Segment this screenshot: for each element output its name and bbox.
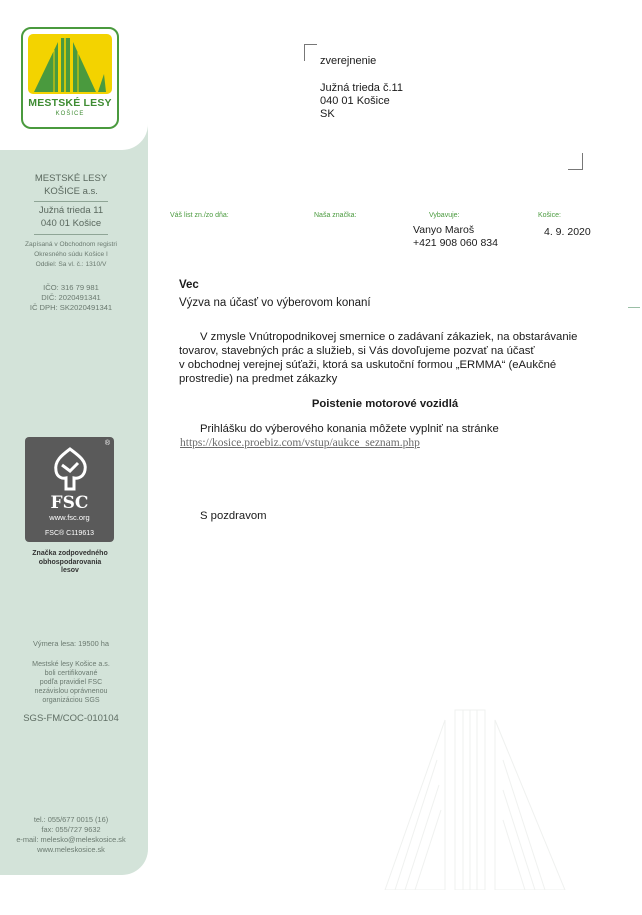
fsc-url: www.fsc.org bbox=[49, 513, 90, 522]
forest-area: Výmera lesa: 19500 ha bbox=[32, 639, 109, 648]
letterhead-sidebar bbox=[0, 0, 148, 875]
subject-line: Výzva na účasť vo výberovom konaní bbox=[179, 297, 371, 309]
address-window-corner bbox=[568, 153, 583, 170]
subject-label: Vec bbox=[179, 279, 199, 291]
body-paragraph: V zmysle Vnútropodnikovej smernice o zadávaní zákaziek, na obstarávanie tovarov, stavebných prác a služieb, si Vás dovoľujeme pozvať na účasť v obchodnej verejnej súťaži, ktorá sa uskutoční formou „ERMMA“ (eAukčné prostredie) na predmet zákazky bbox=[179, 331, 578, 385]
fsc-logo bbox=[25, 437, 114, 542]
address-window-corner bbox=[304, 44, 317, 61]
fsc-license-code: FSC® C119613 bbox=[45, 530, 94, 537]
registered-mark: ® bbox=[104, 440, 110, 447]
watermark-logo bbox=[375, 700, 575, 890]
your-letter-label: Váš list zn./zo dňa: bbox=[170, 212, 229, 219]
recipient-address: zverejnenie Južná trieda č.11 040 01 Košice SK bbox=[320, 55, 403, 120]
handled-by: Vanyo Maroš +421 908 060 834 bbox=[413, 224, 498, 249]
contact-info: tel.: 055/677 0015 (16) fax: 055/727 9632 e-mail: melesko@meleskosice.sk www.meleskosice.sk bbox=[16, 815, 126, 854]
fold-mark bbox=[628, 307, 640, 308]
logo-emblem bbox=[28, 34, 112, 94]
logo-area bbox=[0, 0, 148, 150]
certification-note: Mestské lesy Košice a.s. boli certifikované podľa pravidiel FSC nezávislou oprávnenou organizáciou SGS bbox=[32, 660, 110, 704]
application-intro: Prihlášku do výberového konania môžete vyplniť na stránke bbox=[200, 423, 499, 435]
divider bbox=[34, 234, 108, 235]
handled-by-label: Vybavuje: bbox=[429, 212, 460, 219]
company-name: MESTSKÉ LESY KOŠICE a.s. bbox=[34, 173, 108, 197]
tender-title: Poistenie motorové vozidlá bbox=[311, 398, 459, 410]
place-label: Košice: bbox=[538, 212, 561, 219]
tax-ids: IČO: 316 79 981 DIČ: 2020491341 IČ DPH: SK2020491341 bbox=[29, 283, 113, 312]
registration-info: Zapísaná v Obchodnom registri Okresného súdu Košice I Oddiel: Sa vl. č.: 1310/V bbox=[25, 241, 117, 268]
letter-date: 4. 9. 2020 bbox=[544, 226, 591, 238]
logo-subtitle: KOŠICE bbox=[55, 111, 85, 117]
certificate-code: SGS-FM/COC-010104 bbox=[23, 713, 119, 724]
fsc-caption: Značka zodpovedného obhospodarovania lesov bbox=[32, 550, 108, 574]
our-reference-label: Naša značka: bbox=[314, 212, 357, 219]
fsc-tree-icon bbox=[48, 445, 92, 491]
company-logo bbox=[21, 27, 119, 129]
closing: S pozdravom bbox=[200, 510, 267, 522]
fsc-wordmark: FSC bbox=[50, 493, 89, 513]
auction-link[interactable]: https://kosice.proebiz.com/vstup/aukce_seznam.php bbox=[180, 437, 420, 449]
logo-title: MESTSKÉ LESY bbox=[28, 97, 112, 109]
divider bbox=[34, 201, 108, 202]
company-address: Južná trieda 11 040 01 Košice bbox=[38, 205, 104, 229]
